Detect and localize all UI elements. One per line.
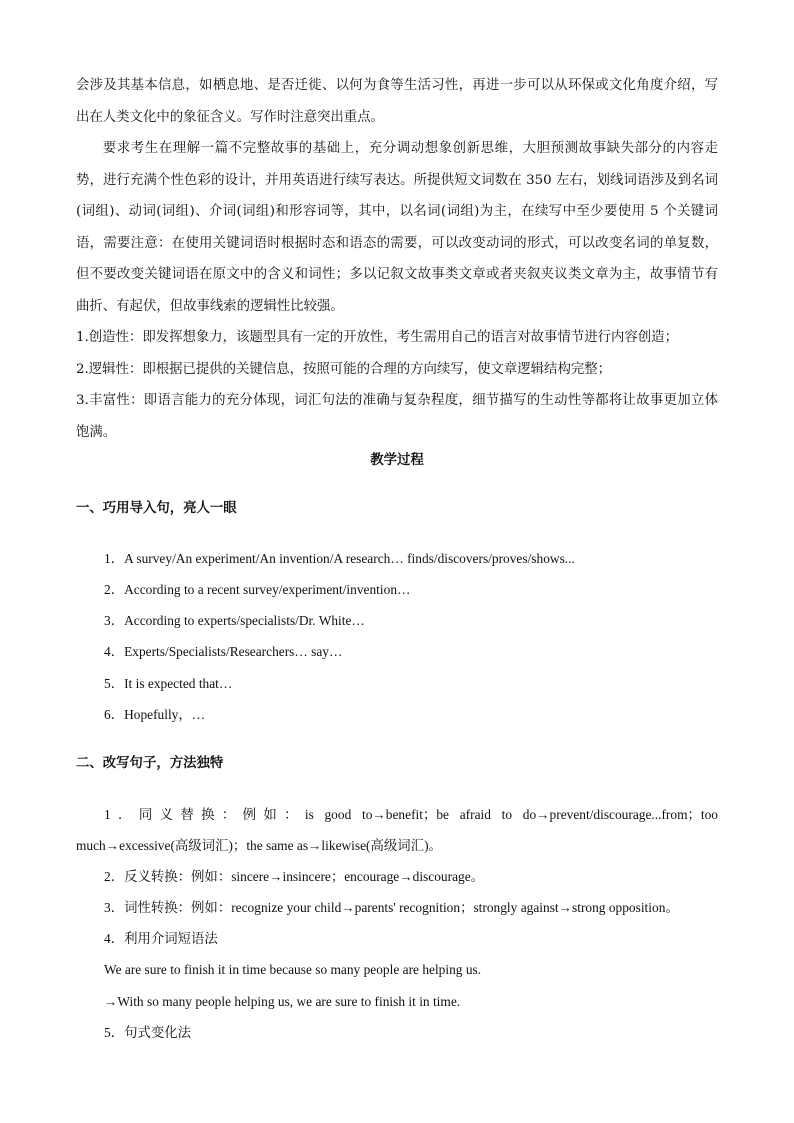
intro-point-richness: 3.丰富性：即语言能力的充分体现，词汇句法的准确与复杂程度，细节描写的生动性等都将让故事更加立体饱满。 <box>76 393 718 440</box>
list-item: 4．利用介词短语法 <box>104 931 218 946</box>
intro-paragraph-1: 会涉及其基本信息，如栖息地、是否迁徙、以何为食等生活习性，再进一步可以从环保或文化角度介绍，写出在人类文化中的象征含义。写作时注意突出重点。 <box>76 78 718 125</box>
section-heading-2: 二、改写句子，方法独特 <box>76 755 224 771</box>
synonym-text: 1．同义替换：例如：is good to→benefit；be afraid to do→prevent/discourage...from；too much→excessive(高级词汇)；the same as→likewise(高级词汇)。 <box>76 807 718 853</box>
list-item: 3．词性转换：例如：recognize your child→parents' recognition；strongly against→strong opposition。 <box>104 900 679 915</box>
intro-paragraph-2: 要求考生在理解一篇不完整故事的基础上，充分调动想象创新思维，大胆预测故事缺失部分的内容走势，进行充满个性色彩的设计，并用英语进行续写表达。所提供短文词数在 350 左右，划线词语涉及到名词(词组)、动词(词组)、介词(词组)和形容词等，其中，以名词(词组)为主，在续写中至少要使用 5 个关键词语，需要注意：在使用关键词语时根据时态和语态的需要，可以改变动词的形式，可以改变名词的单复数，但不要改变关键词语在原文中的含义和词性；多以记叙文故事类文章或者夹叙夹议类文章为主，故事情节有曲折、有起伏，但故事线索的逻辑性比较强。 <box>76 141 718 314</box>
list-item: 5．句式变化法 <box>104 1025 192 1040</box>
intro-point-creativity: 1.创造性：即发挥想象力，该题型具有一定的开放性，考生需用自己的语言对故事情节进行内容创造； <box>76 330 678 345</box>
list-item: 2．According to a recent survey/experiment/invention… <box>104 582 411 597</box>
example-sentence: We are sure to finish it in time because so many people are helping us. <box>104 962 482 977</box>
list-item: 4．Experts/Specialists/Researchers… say… <box>104 644 343 659</box>
section-title: 教学过程 <box>370 452 424 468</box>
list-item: 1．A survey/An experiment/An invention/A research… finds/discovers/proves/shows... <box>104 551 575 566</box>
synonym-paragraph <box>76 799 718 861</box>
example-sentence-rewritten: →With so many people helping us, we are sure to finish it in time. <box>104 994 461 1009</box>
list-item: 5．It is expected that… <box>104 676 233 691</box>
list-item: 2．反义转换：例如：sincere→insincere；encourage→discourage。 <box>104 869 485 884</box>
section-heading-1: 一、巧用导入句，亮人一眼 <box>76 500 237 516</box>
intro-point-logic: 2.逻辑性：即根据已提供的关键信息，按照可能的合理的方向续写，使文章逻辑结构完整； <box>76 361 612 377</box>
list-item: 6．Hopefully，… <box>104 707 206 722</box>
intro-section <box>76 70 718 448</box>
list-item: 3．According to experts/specialists/Dr. White… <box>104 613 365 628</box>
